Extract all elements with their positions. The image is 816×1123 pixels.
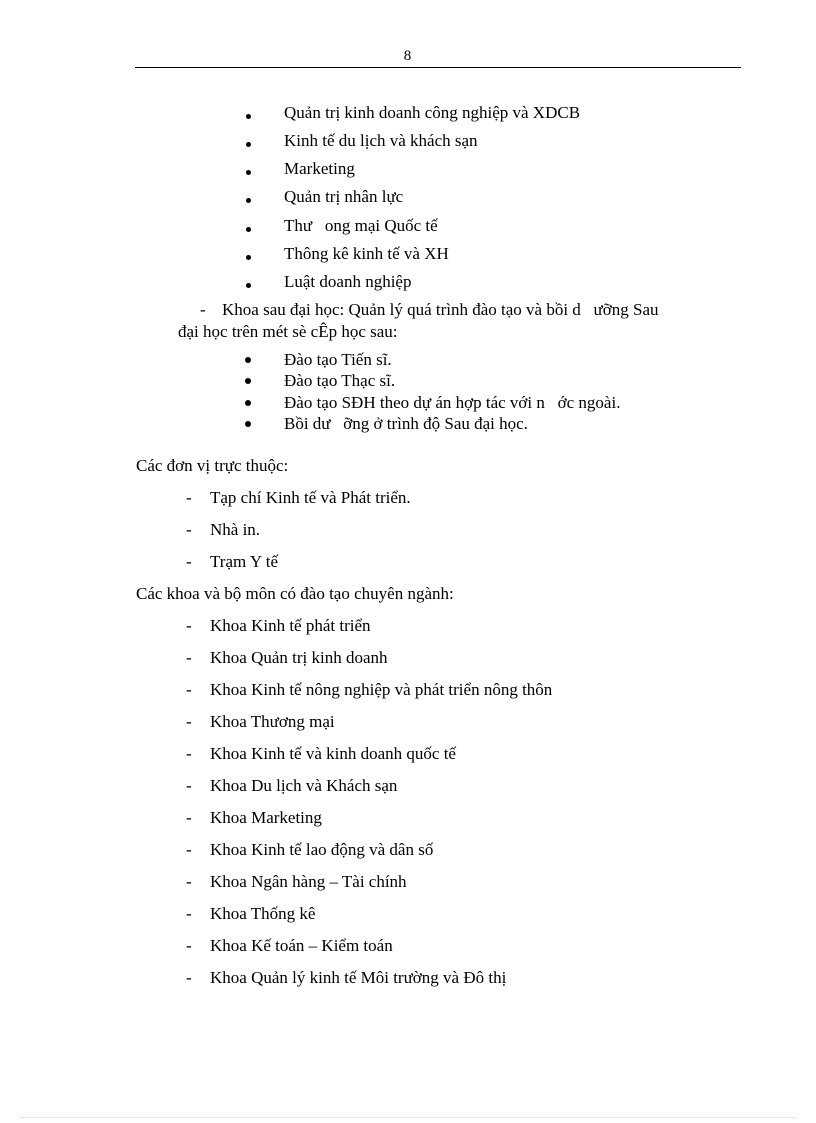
bullet-icon: [246, 142, 251, 147]
list-item-text: Đào tạo SĐH theo dự án hợp tác với n ớc ngoài.: [284, 393, 621, 412]
list-item-text: Khoa Quản lý kinh tế Môi trường và Đô thị: [210, 968, 507, 987]
list-item-text: Khoa Kinh tế nông nghiệp và phát triển nông thôn: [210, 680, 553, 699]
bullet-icon: [246, 283, 251, 288]
list-item-text: Nhà in.: [210, 520, 261, 539]
bullet-icon: [246, 227, 251, 232]
list-item-text: Bồi dư ỡng ở trình độ Sau đại học.: [284, 414, 528, 433]
bullet-icon: [246, 198, 251, 203]
dash-marker: -: [200, 300, 206, 319]
list-item-text: Quản trị nhân lực: [284, 187, 404, 206]
dash-marker: -: [186, 904, 192, 923]
list-item-text: Thông kê kinh tế và XH: [284, 244, 449, 263]
list-item-text: Khoa Marketing: [210, 808, 322, 827]
header-rule: [135, 67, 741, 68]
list-item-text: Khoa Kinh tế phát triển: [210, 616, 371, 635]
page-bottom-border: [20, 1117, 796, 1118]
list-item-text: Khoa Kinh tế và kinh doanh quốc tế: [210, 744, 456, 763]
list-item-text: Khoa Quản trị kinh doanh: [210, 648, 388, 667]
bullet-icon: [246, 170, 251, 175]
dash-marker: -: [186, 712, 192, 731]
bullet-icon: [245, 400, 251, 406]
dash-marker: -: [186, 616, 192, 635]
dash-marker: -: [186, 488, 192, 507]
dash-marker: -: [186, 680, 192, 699]
list-item-text: Thư ong mại Quốc tế: [284, 216, 438, 235]
list-item-text: Kinh tế du lịch và khách sạn: [284, 131, 478, 150]
bullet-icon: [245, 421, 251, 427]
dash-marker: -: [186, 776, 192, 795]
list-item-text: Luật doanh nghiệp: [284, 272, 412, 291]
page-number: 8: [403, 48, 413, 64]
dash-marker: -: [186, 840, 192, 859]
list-item-text: Khoa Kế toán – Kiểm toán: [210, 936, 393, 955]
dash-marker: -: [186, 744, 192, 763]
list-item-text: Marketing: [284, 159, 355, 178]
dash-marker: -: [186, 520, 192, 539]
list-item-text: Trạm Y tế: [210, 552, 278, 571]
bullet-icon: [246, 255, 251, 260]
list-item-text: Quản trị kinh doanh công nghiệp và XDCB: [284, 103, 581, 122]
list-item-text: Khoa Ngân hàng – Tài chính: [210, 872, 407, 891]
dash-marker: -: [186, 936, 192, 955]
bullet-icon: [245, 357, 251, 363]
dash-marker: -: [186, 872, 192, 891]
list-item-text: Tạp chí Kinh tế và Phát triển.: [210, 488, 411, 507]
list-item-text: Đào tạo Thạc sĩ.: [284, 371, 396, 390]
dash-marker: -: [186, 552, 192, 571]
units-heading: Các đơn vị trực thuộc:: [136, 456, 289, 475]
faculties-heading: Các khoa và bộ môn có đào tạo chuyên ngành:: [136, 584, 454, 603]
list-item-text: Khoa Kinh tế lao động và dân số: [210, 840, 434, 859]
bullet-icon: [245, 378, 251, 384]
postgrad-line-2: đại học trên mét sè cÊp học sau:: [178, 322, 398, 341]
list-item-text: Đào tạo Tiến sĩ.: [284, 350, 392, 369]
bullet-icon: [246, 114, 251, 119]
dash-marker: -: [186, 808, 192, 827]
list-item-text: Khoa Du lịch và Khách sạn: [210, 776, 398, 795]
dash-marker: -: [186, 968, 192, 987]
dash-marker: -: [186, 648, 192, 667]
postgrad-line-1: Khoa sau đại học: Quản lý quá trình đào tạo và bồi d ưỡng Sau: [222, 300, 659, 319]
list-item-text: Khoa Thương mại: [210, 712, 335, 731]
list-item-text: Khoa Thống kê: [210, 904, 316, 923]
